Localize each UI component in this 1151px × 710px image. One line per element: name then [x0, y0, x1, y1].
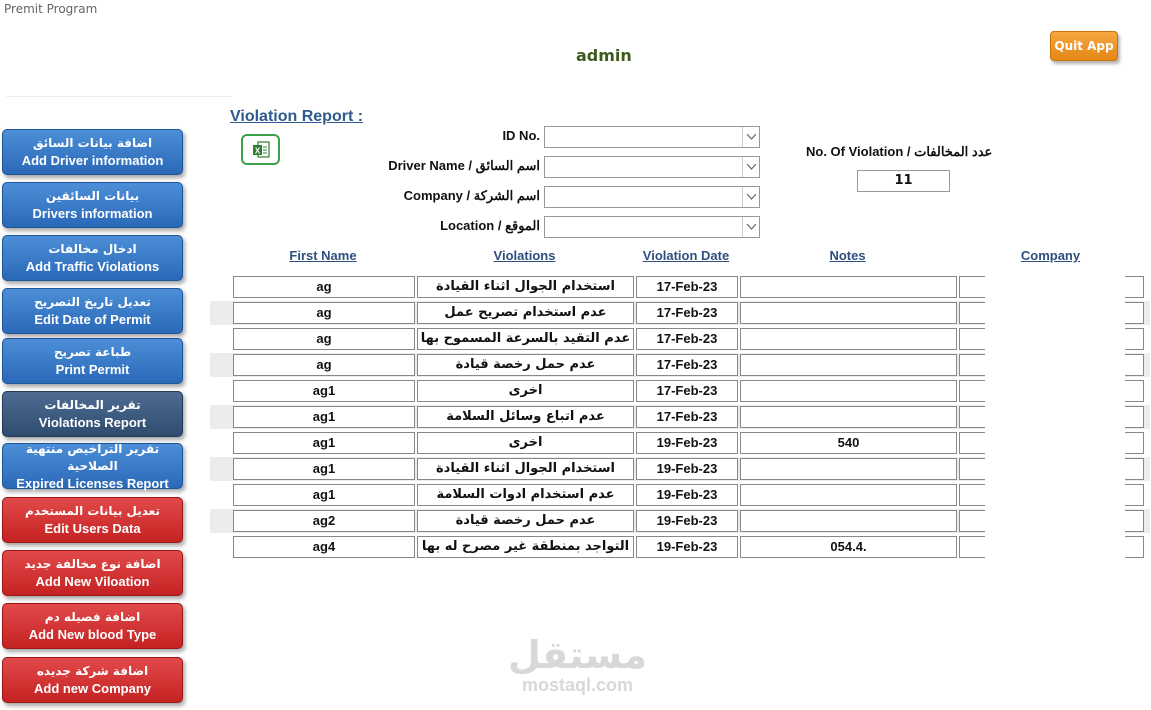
violation-cell: استخدام الجوال اثناء القيادة	[417, 458, 634, 480]
first-name-cell: ag1	[233, 458, 415, 480]
sidebar-button-4[interactable]	[2, 338, 183, 384]
col-first-name[interactable]: First Name	[289, 248, 357, 263]
first-name-cell: ag1	[233, 432, 415, 454]
col-notes[interactable]: Notes	[829, 248, 866, 263]
sidebar-button-english-label: Add New blood Type	[28, 627, 157, 642]
sidebar-button-arabic-label: اضافة شركة جديده	[36, 664, 149, 678]
excel-export-button[interactable]	[241, 134, 280, 165]
notes-cell	[740, 302, 957, 324]
sidebar-button-english-label: Edit Users Data	[44, 521, 141, 536]
company-combo[interactable]	[544, 186, 760, 208]
divider	[6, 96, 232, 97]
sidebar-button-english-label: Add Driver information	[21, 153, 164, 168]
watermark-text: مستقل	[508, 633, 647, 677]
sidebar-button-english-label: Print Permit	[55, 362, 130, 377]
violation-cell: عدم استخدام تصريح عمل	[417, 302, 634, 324]
notes-cell	[740, 484, 957, 506]
date-cell: 17-Feb-23	[636, 276, 738, 298]
watermark-url: mostaql.com	[521, 675, 634, 695]
first-name-cell: ag	[233, 276, 415, 298]
first-name-cell: ag4	[233, 536, 415, 558]
sidebar-button-arabic-label: اضافة فصيله دم	[44, 610, 141, 624]
violation-cell: عدم اتباع وسائل السلامة	[417, 406, 634, 428]
chevron-down-icon[interactable]	[742, 127, 759, 147]
quit-app-button[interactable]: Quit App	[1050, 31, 1118, 61]
sidebar-button-arabic-label: تعديل تاريخ التصريح	[34, 295, 151, 309]
sidebar-button-arabic-label: طباعة تصريح	[53, 345, 132, 359]
date-cell: 17-Feb-23	[636, 302, 738, 324]
sidebar-button-10[interactable]	[2, 657, 183, 703]
chevron-down-icon[interactable]	[742, 217, 759, 237]
sidebar-button-english-label: Add Traffic Violations	[25, 259, 160, 274]
sidebar-button-arabic-label: تعديل بيانات المستخدم	[25, 504, 160, 518]
driver-combo[interactable]	[544, 156, 760, 178]
first-name-cell: ag	[233, 354, 415, 376]
notes-cell	[740, 354, 957, 376]
date-cell: 19-Feb-23	[636, 510, 738, 532]
notes-cell: 054.4.	[740, 536, 957, 558]
violation-cell: اخرى	[417, 380, 634, 402]
sidebar-button-english-label: Edit Date of Permit	[34, 312, 151, 327]
violation-count-label: No. Of Violation / عدد المخالفات	[806, 144, 993, 159]
excel-export-icon	[251, 141, 271, 159]
user-name: admin	[576, 46, 632, 65]
violation-cell: استخدام الجوال اثناء القيادة	[417, 276, 634, 298]
company-column-mask	[985, 270, 1125, 560]
first-name-cell: ag2	[233, 510, 415, 532]
sidebar-button-arabic-label: اضافة نوع مخالفة جديد	[24, 557, 161, 571]
violation-cell: اخرى	[417, 432, 634, 454]
sidebar-button-english-label: Add New Viloation	[35, 574, 150, 589]
date-cell: 17-Feb-23	[636, 406, 738, 428]
app-title: Premit Program	[4, 2, 98, 16]
sidebar-button-english-label: Add new Company	[33, 681, 151, 696]
date-cell: 17-Feb-23	[636, 354, 738, 376]
location-label: Location / الموقع	[440, 218, 540, 233]
first-name-cell: ag	[233, 302, 415, 324]
sidebar-button-6[interactable]	[2, 443, 183, 489]
report-title: Violation Report :	[230, 108, 364, 125]
id-combo[interactable]	[544, 126, 760, 148]
id-label: ID No.	[502, 128, 540, 143]
first-name-cell: ag1	[233, 406, 415, 428]
violation-cell: عدم استخدام ادوات السلامة	[417, 484, 634, 506]
col-violation-date[interactable]: Violation Date	[642, 248, 730, 263]
company-label: Company / اسم الشركة	[403, 188, 540, 203]
chevron-down-icon[interactable]	[742, 157, 759, 177]
sidebar-button-2[interactable]	[2, 235, 183, 281]
notes-cell	[740, 328, 957, 350]
notes-cell	[740, 458, 957, 480]
location-combo[interactable]	[544, 216, 760, 238]
date-cell: 19-Feb-23	[636, 432, 738, 454]
first-name-cell: ag	[233, 328, 415, 350]
sidebar-button-english-label: Violations Report	[38, 415, 147, 430]
violation-cell: التواجد بمنطقة غير مصرح له بها	[417, 536, 634, 558]
svg-text:X: X	[254, 146, 260, 155]
sidebar-button-0[interactable]	[2, 129, 183, 175]
sidebar-button-english-label: Expired Licenses Report	[16, 475, 169, 491]
chevron-down-icon[interactable]	[742, 187, 759, 207]
first-name-cell: ag1	[233, 484, 415, 506]
sidebar-button-9[interactable]	[2, 603, 183, 649]
notes-cell	[740, 380, 957, 402]
driver-label: Driver Name / اسم السائق	[388, 158, 540, 173]
sidebar-button-arabic-label: ادخال مخالفات	[48, 242, 137, 256]
sidebar-button-8[interactable]	[2, 550, 183, 596]
sidebar-button-english-label: Drivers information	[32, 206, 153, 221]
sidebar-button-5[interactable]	[2, 391, 183, 437]
notes-cell	[740, 406, 957, 428]
notes-cell	[740, 276, 957, 298]
date-cell: 17-Feb-23	[636, 328, 738, 350]
sidebar-button-arabic-label: تقرير المخالفات	[44, 398, 141, 412]
sidebar-button-1[interactable]	[2, 182, 183, 228]
watermark-logo	[505, 635, 650, 696]
first-name-cell: ag1	[233, 380, 415, 402]
date-cell: 19-Feb-23	[636, 458, 738, 480]
sidebar-button-7[interactable]	[2, 497, 183, 543]
violation-cell: عدم حمل رخصة قيادة	[417, 510, 634, 532]
col-violations[interactable]: Violations	[493, 248, 556, 263]
violation-cell: عدم التقيد بالسرعة المسموح بها	[417, 328, 634, 350]
violation-cell: عدم حمل رخصة قيادة	[417, 354, 634, 376]
notes-cell	[740, 510, 957, 532]
violation-count-value: 11	[857, 170, 950, 192]
date-cell: 17-Feb-23	[636, 380, 738, 402]
sidebar-button-3[interactable]	[2, 288, 183, 334]
sidebar-button-arabic-label: تقرير التراخيص منتهية الصلاحية	[25, 441, 160, 473]
col-company[interactable]: Company	[1020, 248, 1081, 263]
date-cell: 19-Feb-23	[636, 484, 738, 506]
notes-cell: 540	[740, 432, 957, 454]
date-cell: 19-Feb-23	[636, 536, 738, 558]
sidebar-button-arabic-label: اضافة بيانات السائق	[32, 136, 153, 150]
sidebar-button-arabic-label: بيانات السائقين	[45, 189, 140, 203]
